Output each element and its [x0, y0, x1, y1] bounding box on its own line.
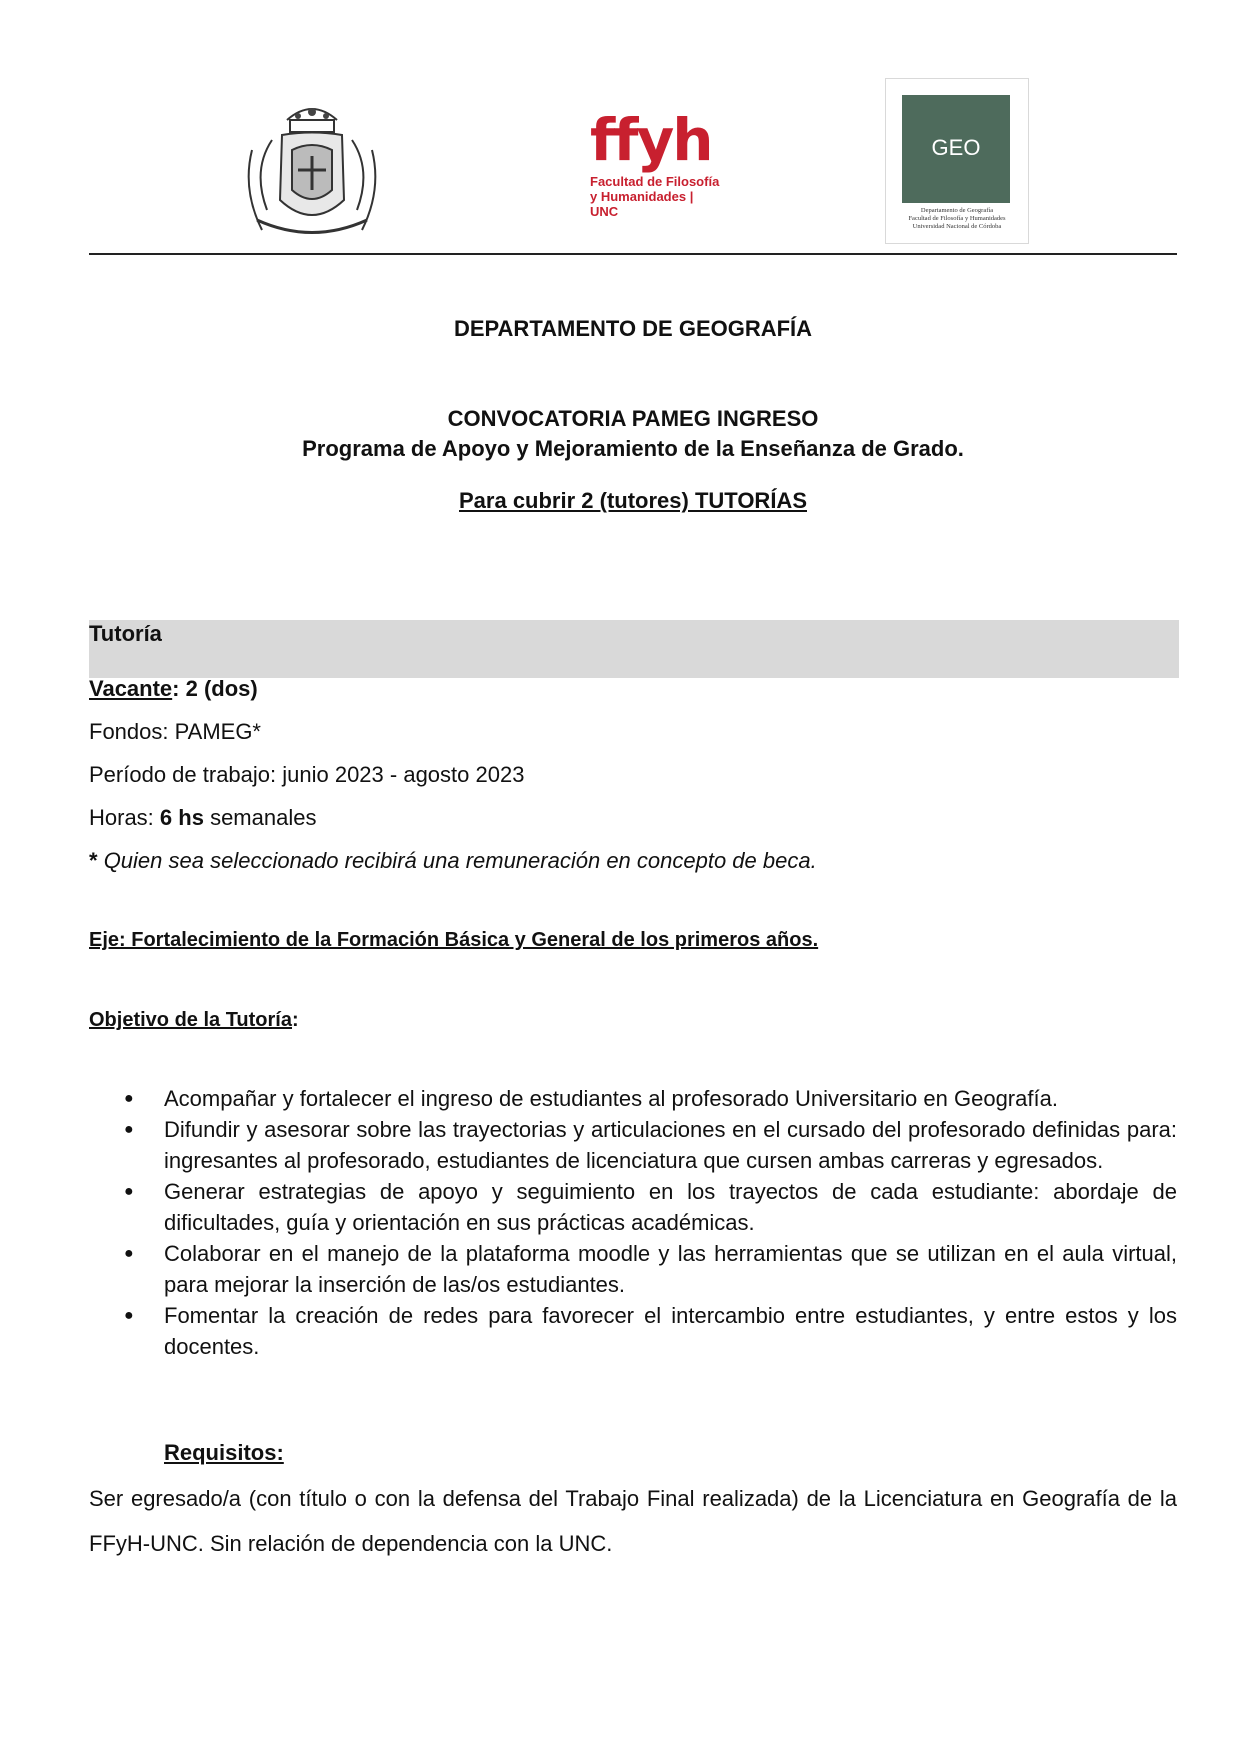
program-name: Programa de Apoyo y Mejoramiento de la Enseñanza de Grado. — [302, 436, 964, 461]
objetivo-colon: : — [292, 1009, 299, 1031]
list-item — [120, 1300, 1177, 1362]
vacante-line — [89, 674, 258, 704]
call-title — [89, 404, 1177, 464]
tutoria-heading: Tutoría — [89, 621, 162, 646]
vacante-label: Vacante — [89, 676, 173, 701]
bullet-icon: ● — [124, 1121, 134, 1138]
beca-note-text: Quien sea seleccionado recibirá una remuneración en concepto de beca. — [103, 848, 817, 873]
requisitos-heading: Requisitos: — [164, 1440, 284, 1465]
horas-value: 6 hs — [159, 805, 204, 830]
positions-title — [89, 488, 1177, 514]
bullet-icon: ● — [124, 1245, 134, 1262]
objetivo-list — [120, 1083, 1177, 1362]
geo-logo-mark: GEO — [931, 135, 981, 160]
list-item — [120, 1238, 1177, 1300]
objetivo-label: Objetivo de la Tutoría — [89, 1009, 292, 1031]
ffyh-logo-caption-1: Facultad de Filosofía — [590, 174, 720, 189]
call-heading: CONVOCATORIA PAMEG INGRESO — [447, 406, 819, 431]
ffyh-logo-mark: ffyh — [590, 106, 712, 174]
header-divider — [89, 253, 1177, 255]
university-crest-logo — [232, 90, 392, 250]
eje-heading: Eje: Fortalecimiento de la Formación Básica y General de los primeros años. — [89, 929, 819, 951]
geo-caption-line: Departamento de Geografía — [920, 207, 994, 214]
beca-note — [89, 846, 817, 876]
geo-logo-caption — [890, 207, 1024, 231]
geo-caption-line: Universidad Nacional de Córdoba — [912, 223, 1002, 230]
list-item — [120, 1176, 1177, 1238]
vacante-value: : 2 (dos) — [172, 676, 258, 701]
geo-logo-square — [902, 95, 1010, 203]
geo-department-logo — [885, 78, 1029, 244]
horas-suffix: semanales — [203, 805, 317, 830]
bullet-icon: ● — [124, 1090, 134, 1107]
beca-note-star: * — [89, 848, 104, 873]
ffyh-logo — [590, 106, 720, 219]
list-item — [120, 1114, 1177, 1176]
periodo-line: Período de trabajo: junio 2023 - agosto 2023 — [89, 762, 525, 787]
bullet-icon: ● — [124, 1183, 134, 1200]
requisitos-text: Ser egresado/a (con título o con la defensa del Trabajo Final realizada) de la Licenciatura en Geografía de la FFyH-UNC. Sin relación de dependencia con la UNC. — [89, 1486, 1177, 1556]
positions-title-text: Para cubrir 2 (tutores) TUTORÍAS — [459, 488, 807, 513]
list-item-text: Fomentar la creación de redes para favorecer el intercambio entre estudiantes, y entre estos y los docentes. — [164, 1303, 1177, 1359]
horas-line — [89, 803, 316, 833]
list-item — [120, 1083, 1177, 1114]
list-item-text: Acompañar y fortalecer el ingreso de estudiantes al profesorado Universitario en Geografía. — [164, 1086, 1058, 1111]
fondos-line: Fondos: PAMEG* — [89, 719, 261, 744]
list-item-text: Difundir y asesorar sobre las trayectorias y articulaciones en el cursado del profesorado definidas para: ingresantes al profesorado, estudiantes de licenciatura que cursen ambas carreras y egresados. — [164, 1117, 1177, 1173]
ffyh-logo-caption-2: y Humanidades | UNC — [590, 189, 694, 219]
bullet-icon: ● — [124, 1307, 134, 1324]
objetivo-heading — [89, 1005, 299, 1035]
header-logos — [0, 0, 1242, 250]
horas-label: Horas: — [89, 805, 160, 830]
tutoria-heading-bar — [89, 620, 1179, 678]
list-item-text: Colaborar en el manejo de la plataforma moodle y las herramientas que se utilizan en el aula virtual, para mejorar la inserción de las/os estudiantes. — [164, 1241, 1177, 1297]
department-title: DEPARTAMENTO DE GEOGRAFÍA — [453, 316, 813, 341]
geo-caption-line: Facultad de Filosofía y Humanidades — [908, 215, 1006, 222]
list-item-text: Generar estrategias de apoyo y seguimiento en los trayectos de cada estudiante: abordaje de dificultades, guía y orientación en sus prácticas académicas. — [164, 1179, 1177, 1235]
